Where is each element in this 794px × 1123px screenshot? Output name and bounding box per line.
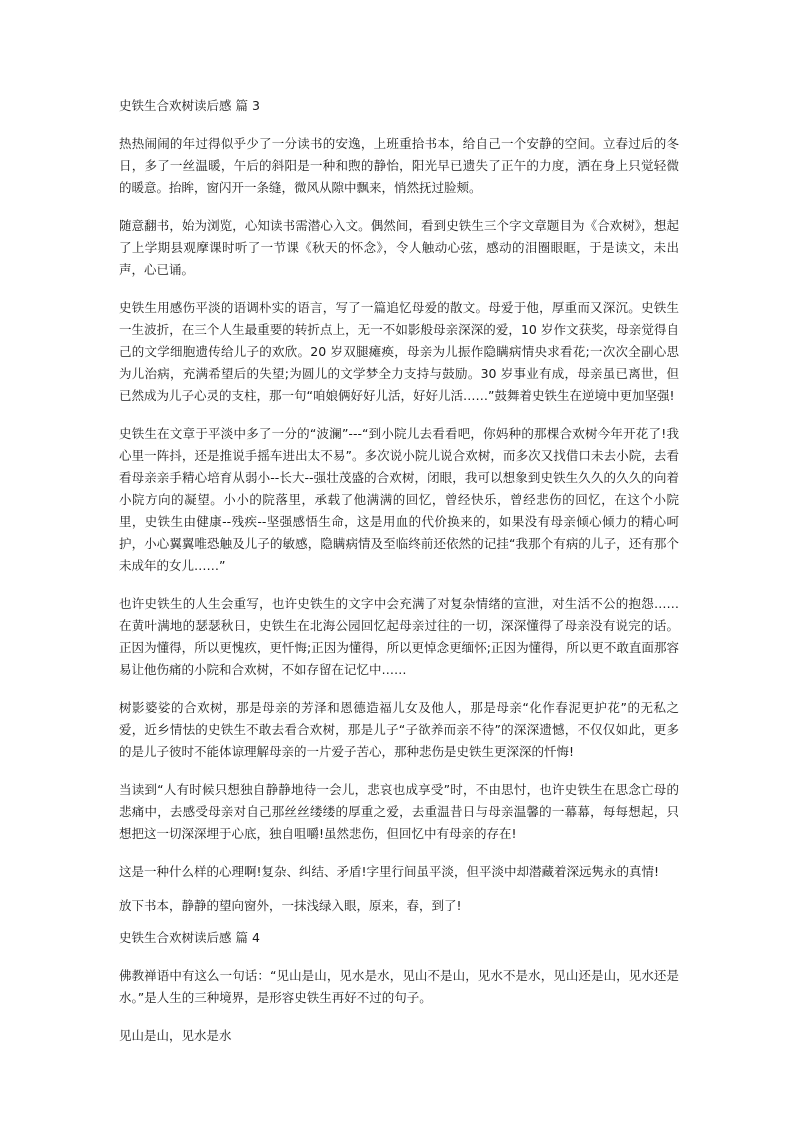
paragraph-3-6: 树影婆娑的合欢树，那是母亲的芳泽和恩德造福儿女及他人，那是母亲“化作春泥更护花”的无私之爱，近乡情怯的史铁生不敢去看合欢树，那是儿子“子欲养而亲不待”的深深遗憾，不仅仅如此，更多的是儿子彼时不能体谅理解母亲的一片爱子苦心，那种悲伤是史铁生更深深的忏悔! [119, 700, 679, 759]
paragraph-3-9: 放下书本，静静的望向窗外，一抹浅绿入眼，原来，春，到了! [119, 898, 462, 913]
paragraph-3-8: 这是一种什么样的心理啊!复杂、纠结、矛盾!字里行间虽平淡，但平淡中却潜藏着深远隽永的真情! [119, 864, 660, 879]
paragraph-3-1: 热热闹闹的年过得似乎少了一分读书的安逸，上班重拾书本，给自己一个安静的空间。立春过后的冬日，多了一丝温暖，午后的斜阳是一种和煦的静怡，阳光早已遗失了正午的力度，洒在身上只觉轻微的暖意。抬眸，窗闪开一条缝，微风从隙中飘来，悄然抚过脸颊。 [119, 136, 679, 195]
paragraph-3-3: 史铁生用感伤平淡的语调朴实的语言，写了一篇追忆母爱的散文。母爱于他，厚重而又深沉。史铁生一生波折，在三个人生最重要的转折点上，无一不如影般母亲深深的爱，10 岁作文获奖，母亲觉得自己的文学细胞遗传给儿子的欢欣。20 岁双腿瘫痪，母亲为儿振作隐瞒病情央求看花;一次次全副心思为儿治病，充满希望后的失望;为圆儿的文学梦全力支持与鼓励。30 岁事业有成，母亲虽已离世，但已然成为儿子心灵的支柱，那一句“咱娘俩好好儿活，好好儿活……”鼓舞着史铁生在逆境中更加坚强! [119, 300, 679, 403]
paragraph-4-1: 佛教禅语中有这么一句话：“见山是山，见水是水，见山不是山，见水不是水，见山还是山，见水还是水。”是人生的三种境界，是形容史铁生再好不过的句子。 [119, 968, 679, 1005]
section-4-heading: 史铁生合欢树读后感 篇 4 [119, 930, 260, 945]
paragraph-3-5: 也许史铁生的人生会重写，也许史铁生的文字中会充满了对复杂情绪的宣泄，对生活不公的抱怨……在黄叶满地的瑟瑟秋日，史铁生在北海公园回忆起母亲过往的一切，深深懂得了母亲没有说完的话。正因为懂得，所以更愧疚，更忏悔;正因为懂得，所以更悼念更缅怀;正因为懂得，所以更不敢直面那容易让他伤痛的小院和合欢树，不如存留在记忆中…… [119, 596, 679, 677]
paragraph-3-2: 随意翻书，始为浏览，心知读书需潜心入文。偶然间，看到史铁生三个字文章题目为《合欢树》，想起了上学期县观摩课时听了一节课《秋天的怀念》，令人触动心弦，感动的泪圈眼眶，于是读文，未出声，心已诵。 [119, 218, 679, 277]
section-3-heading: 史铁生合欢树读后感 篇 3 [119, 98, 260, 113]
document-page [119, 97, 679, 1063]
paragraph-3-7: 当读到“人有时候只想独自静静地待一会儿，悲哀也成享受”时，不由思忖，也许史铁生在思念亡母的悲痛中，去感受母亲对自己那丝丝缕缕的厚重之爱，去重温昔日与母亲温馨的一幕幕，每每想起，只想把这一切深深埋于心底，独自咀嚼!虽然悲伤，但回忆中有母亲的存在! [119, 782, 679, 841]
paragraph-3-4: 史铁生在文章于平淡中多了一分的“波澜”---“到小院儿去看看吧，你妈种的那棵合欢树今年开花了!我心里一阵抖，还是推说手摇车进出太不易”。多次说小院儿说合欢树，而多次又找借口未去小院，去看看母亲亲手精心培育从弱小--长大--强壮茂盛的合欢树，闭眼，我可以想象到史铁生久久的久久的向着小院方向的凝望。小小的院落里，承载了他满满的回忆，曾经快乐，曾经悲伤的回忆，在这个小院里，史铁生由健康--残疾--坚强感悟生命，这是用血的代价换来的，如果没有母亲倾心倾力的精心呵护，小心翼翼唯恐触及儿子的敏感，隐瞒病情及至临终前还依然的记挂“我那个有病的儿子，还有那个未成年的女儿……” [119, 426, 679, 573]
paragraph-4-2: 见山是山，见水是水 [119, 1028, 232, 1043]
